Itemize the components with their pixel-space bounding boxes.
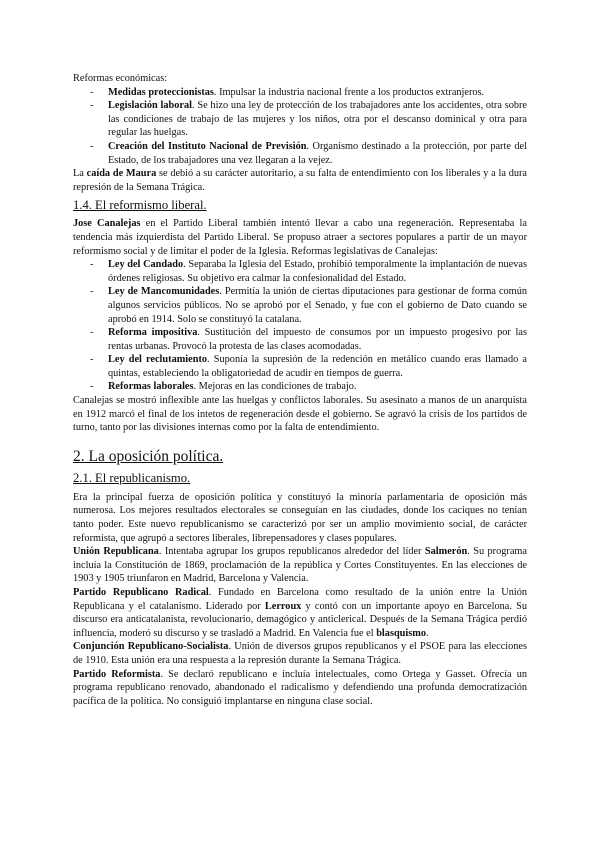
item-text: . Impulsar la industria nacional frente a los productos extranjeros. — [213, 86, 485, 98]
item-term: Medidas proteccionistas — [108, 86, 214, 98]
dash-bullet: - — [90, 327, 94, 339]
dash-bullet: - — [90, 354, 94, 366]
list-item — [73, 380, 527, 394]
list-item — [73, 258, 527, 285]
economic-reforms-intro: Reformas económicas: — [73, 73, 168, 84]
canalejas-paragraph: Jose Canalejas en el Partido Liberal también intentó llevar a cabo una regeneración. Representaba la tendencia más izquierdista del Partido Liberal. Se propuso atraer a sectores populares a partir de un mayor reformismo social y de limitar el poder de la Iglesia. Reformas legislativas de Canalejas: — [73, 218, 527, 257]
item-term: Reformas laborales — [108, 381, 194, 393]
maura-paragraph: La caída de Maura se debió a su carácter autoritario, a su falta de entendimiento con los liberales y a la dura represión de la Semana Trágica. — [73, 168, 527, 193]
section-heading-reformismo: 1.4. El reformismo liberal. — [73, 198, 207, 213]
item-term: Legislación laboral — [108, 100, 193, 112]
dash-bullet: - — [90, 100, 94, 112]
list-item — [73, 99, 527, 140]
dash-bullet: - — [90, 381, 94, 393]
item-text: . Se hizo una ley de protección de los trabajadores ante los accidentes, otra sobre las condiciones de trabajo de las mujeres y los niños, otra por el descanso dominical y otra para regular las huelgas. — [108, 100, 527, 139]
item-term: Ley del reclutamiento — [108, 354, 208, 366]
list-item — [73, 353, 527, 380]
partido-reformista-paragraph: Partido Reformista. Se declaró republicano e incluía intelectuales, como Ortega y Gasset. Ofrecía un programa republicano renovado, abandonado el radicalismo y defendiendo una profunda democratización pacífica de la política. No consiguió implantarse en ninguna clase social. — [73, 668, 527, 707]
dash-bullet: - — [90, 86, 94, 98]
dash-bullet: - — [90, 259, 94, 271]
legislative-reforms-list — [73, 258, 527, 394]
list-item — [73, 285, 527, 326]
item-text: . Suponía la supresión de la redención en metálico cuando eras llamado a quintas, estableciendo la obligatoriedad de acudir en tiempos de guerra. — [108, 354, 527, 379]
item-text: . Sustitución del impuesto de consumos por un impuesto progesivo por las rentas urbanas. Provocó la protesta de las clases acomodadas. — [108, 327, 527, 352]
list-item — [73, 86, 527, 100]
conjuncion-paragraph: Conjunción Republicano-Socialista. Unión de diversos grupos republicanos y el PSOE para las elecciones de 1910. Esta unión era una respuesta a la represión durante la Semana Trágica. — [73, 641, 528, 666]
list-item — [73, 140, 527, 167]
partido-radical-paragraph: Partido Republicano Radical. Fundado en Barcelona como resultado de la unión entre la Unión Republicana y el catalanismo. Liderado por Lerroux y contó con un importante apoyo en Barcelona. Su discurso era anticatalanista, revolucionario, demagógico y anticlerical. Después de la Semana Trágica perdió influencia, moderó su discurso y se trasladó a Madrid. En Valencia fue el blasquismo. — [73, 587, 528, 639]
list-item — [73, 326, 527, 353]
economic-reforms-list — [73, 86, 527, 168]
item-term: Ley de Mancomunidades — [108, 286, 220, 298]
item-text: . Separaba la Iglesia del Estado, prohibió temporalmente la implantación de nuevas órdenes religiosas. Su objetivo era calmar la confesionalidad del Estado. — [108, 259, 527, 284]
section-heading-republicanismo: 2.1. El republicanismo. — [73, 470, 191, 485]
item-term: Creación del Instituto Nacional de Previsión — [108, 140, 307, 152]
item-text: . Permitía la unión de ciertas diputaciones para gestionar de forma común algunos servicios públicos. No se aprobó por el Senado, y fue con el gobierno de Dato cuando se aprobó en 1914. Solo se constituyó la catalana. — [108, 286, 527, 325]
dash-bullet: - — [90, 286, 94, 298]
dash-bullet: - — [90, 140, 94, 152]
republicanism-paragraph: Era la principal fuerza de oposición política y constituyó la minoría parlamentaria de oposición más numerosa. Los mejores resultados electorales se conseguían en las ciudades, donde los caciques no tenían tanto poder. Este nuevo republicanismo se caracterizó por ser un amplio movimiento social, de carácter reformista, que agrupó a sectores liberales, librepensadores y clases populares. — [73, 491, 527, 544]
union-republicana-paragraph: Unión Republicana. Intentaba agrupar los grupos republicanos alrededor del líder Salmerón. Su programa incluía la Constitución de 1869, proclamación de la república y Cortes Constituyentes. En las elecciones de 1903 y 1905 triunfaron en Madrid, Barcelona y Valencia. — [73, 546, 527, 585]
item-text: . Mejoras en las condiciones de trabajo. — [193, 381, 357, 393]
canalejas-end-paragraph: Canalejas se mostró inflexible ante las huelgas y conflictos laborales. Su asesinato a manos de un anarquista en 1912 marcó el final de los intetos de regeneración desde el gobierno. Se agravó la crisis de los partidos de turno, tanto por las divisiones internas como por la falta de entendimiento. — [73, 395, 527, 434]
section-heading-oposicion: 2. La oposición política. — [73, 447, 224, 465]
item-term: Reforma impositiva — [108, 327, 198, 339]
item-term: Ley del Candado — [108, 259, 184, 271]
item-text: . Organismo destinado a la protección, por parte del Estado, de los trabajadores una vez llegaran a la vejez. — [108, 140, 527, 166]
